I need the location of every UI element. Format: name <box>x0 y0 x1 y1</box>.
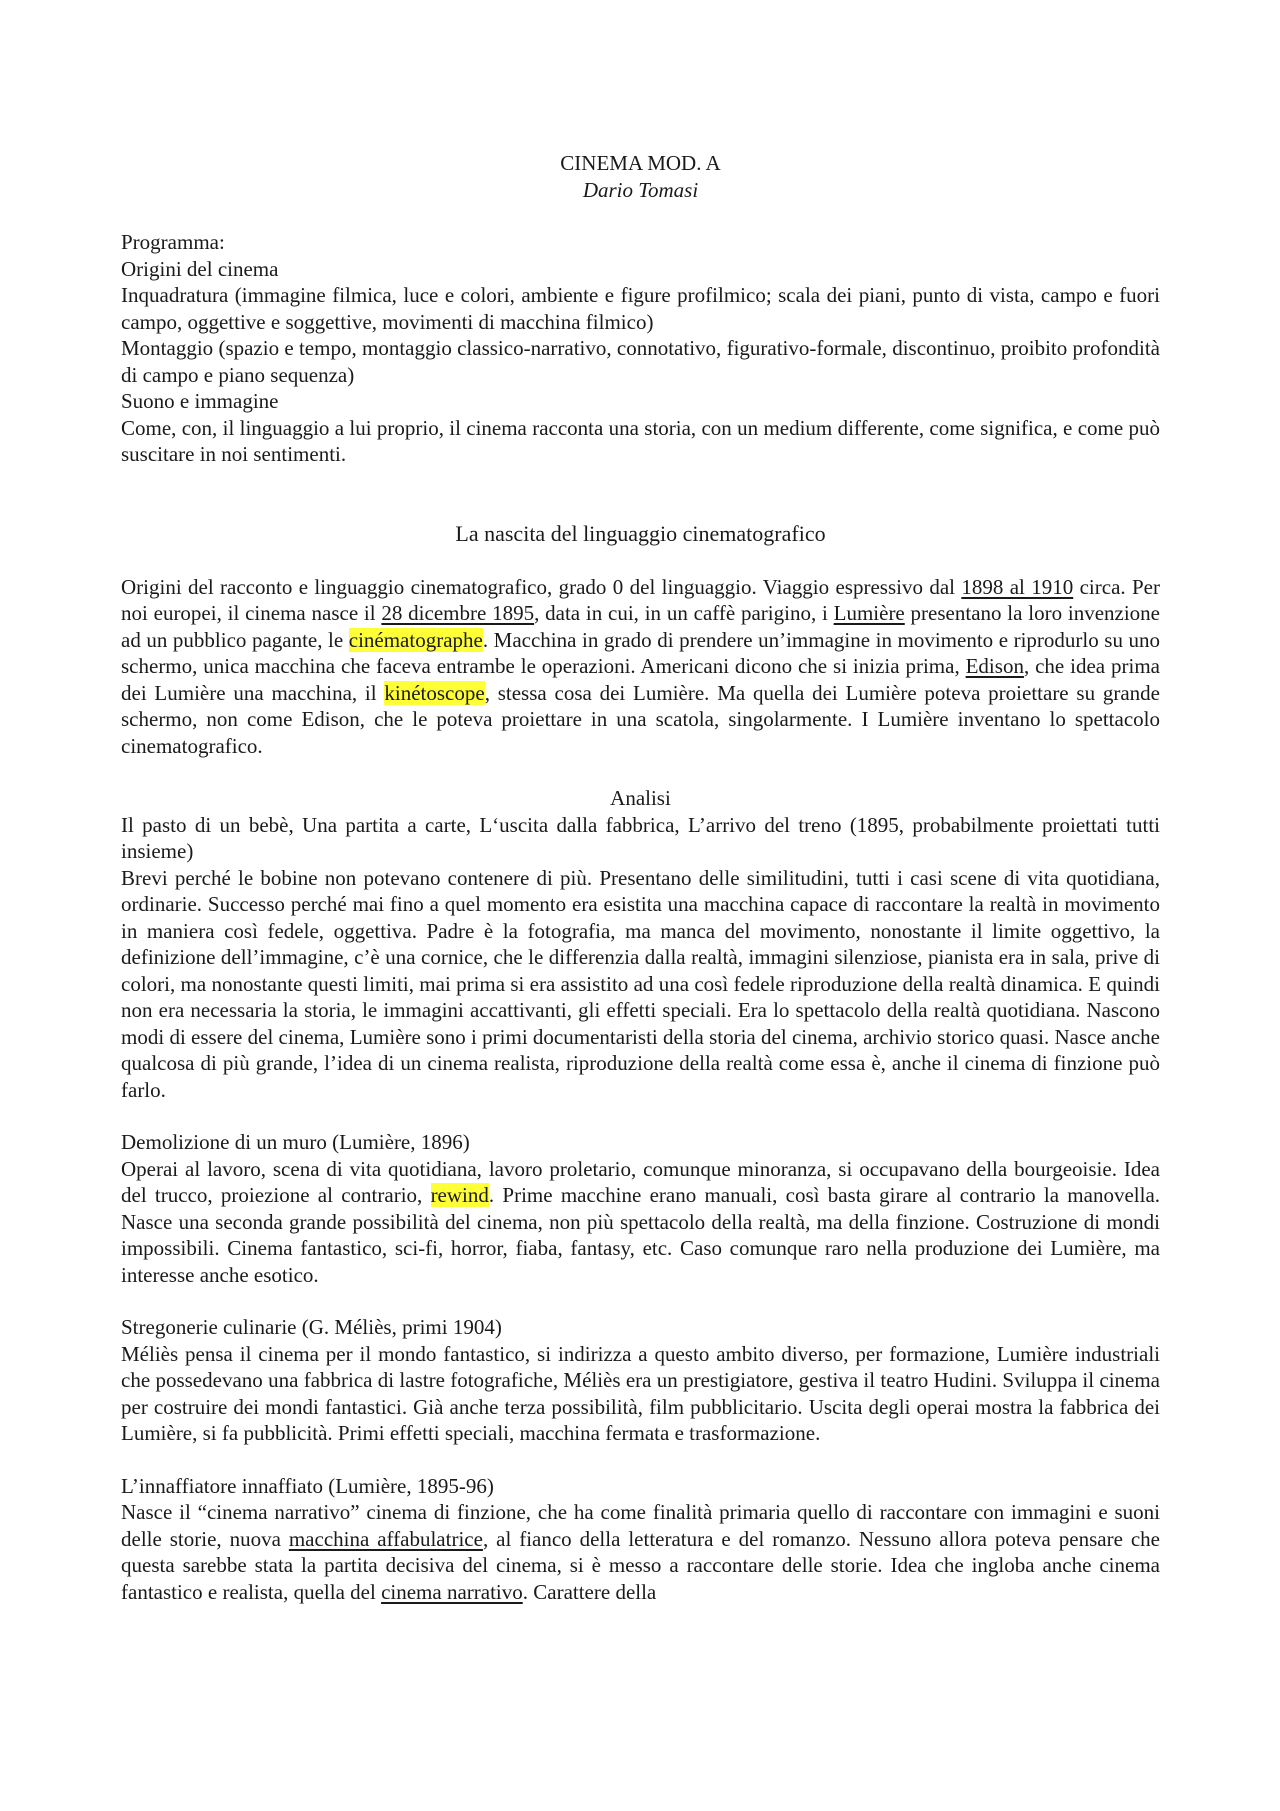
highlight-rewind: rewind <box>430 1183 489 1207</box>
text-run: , data in cui, in un caffè parigino, i <box>534 601 834 625</box>
innaffiatore-paragraph <box>121 1499 1160 1605</box>
spacer <box>121 1288 1160 1314</box>
programma-line: Montaggio (spazio e tempo, montaggio classico-narrativo, connotativo, figurativo-formale, discontinuo, proibito profondità di campo e piano sequenza) <box>121 336 1160 387</box>
programma-line: Origini del cinema <box>121 256 279 281</box>
text-run: , stessa cosa dei Lumière. Ma quella dei Lumière poteva proiettare su grande schermo, non come Edison, che le poteva proiettare in una scatola, singolarmente. I Lumière inventano lo spettacolo cinematografico. <box>121 680 1160 758</box>
analisi-paragraph: Il pasto di un bebè, Una partita a carte, L‘uscita dalla fabbrica, L’arrivo del treno (1895, probabilmente proiettati tutti insieme) <box>121 812 1160 863</box>
underlined-lumiere: Lumière <box>833 601 905 625</box>
spacer <box>121 468 1160 520</box>
text-run: circa. Per noi europei, il cinema nasce il <box>121 574 1160 625</box>
programma-label: Programma: <box>121 230 225 254</box>
document-author: Dario Tomasi <box>582 177 699 202</box>
spacer <box>121 759 1160 785</box>
document-title: CINEMA MOD. A <box>560 151 721 175</box>
highlight-cinematographe: cinématographe <box>348 627 483 652</box>
text-run: Operai al lavoro, scena di vita quotidiana, lavoro proletario, comunque minoranza, si occupavano della bourgeoisie. Idea del trucco, proiezione al contrario, <box>121 1156 1160 1207</box>
demolizione-paragraph <box>121 1156 1160 1289</box>
stregonerie-paragraph: Méliès pensa il cinema per il mondo fantastico, si indirizza a questo ambito diverso, per formazione, Lumière industriali che possedevano una fabbrica di lastre fotografiche, Méliès era un prestigiatore, gestiva il teatro Hudini. Sviluppa il cinema per costruire dei mondi fantastici. Già anche terza possibilità, film pubblicitario. Uscita degli operai mostra la fabbrica dei Lumière, si fa pubblicità. Primi effetti speciali, macchina fermata e trasformazione. <box>121 1341 1160 1445</box>
underlined-date: 28 dicembre 1895 <box>381 601 535 625</box>
spacer <box>121 548 1160 574</box>
underlined-date-range: 1898 al 1910 <box>961 574 1074 599</box>
text-run: presentano la loro invenzione ad un pubblico pagante, le <box>121 601 1160 652</box>
programma-line: Suono e immagine <box>121 389 279 413</box>
text-run: . Carattere della <box>522 1579 657 1604</box>
stregonerie-title: Stregonerie culinarie (G. Méliès, primi 1904) <box>121 1315 502 1339</box>
programma-line: Inquadratura (immagine filmica, luce e colori, ambiente e figure profilmico; scala dei piani, punto di vista, campo e fuori campo, oggettive e soggettive, movimenti di macchina filmico) <box>121 283 1160 334</box>
programma-line: Come, con, il linguaggio a lui proprio, il cinema racconta una storia, con un medium differente, come significa, e come può suscitare in noi sentimenti. <box>121 415 1160 466</box>
text-run: , al fianco della letteratura e del romanzo. Nessuno allora poteva pensare che questa sarebbe stata la partita decisiva del cinema, si è messo a raccontare delle storie. Idea che ingloba anche cinema fantastico e realista, quella del <box>121 1526 1160 1604</box>
innaffiatore-title: L’innaffiatore innaffiato (Lumière, 1895-96) <box>121 1473 494 1498</box>
underlined-macchina-affabulatrice: macchina affabulatrice <box>288 1526 483 1551</box>
underlined-edison: Edison <box>965 654 1024 678</box>
highlight-kinetoscope: kinétoscope <box>384 680 485 705</box>
underlined-cinema-narrativo: cinema narrativo <box>381 1579 523 1604</box>
analisi-paragraph: Brevi perché le bobine non potevano contenere di più. Presentano delle similitudini, tutti i casi scene di vita quotidiana, ordinarie. Successo perché mai fino a quel momento era esistita una macchina capace di raccontare la realtà in movimento in maniera così fedele, oggettiva. Padre è la fotografia, ma manca del movimento, nonostante il limite oggettivo, la definizione dell’immagine, c’è una cornice, che le differenzia dalla realtà, immagini silenziose, pianista era in sala, prive di colori, ma nonostante questi limiti, mai prima si era assistito ad una così fedele riproduzione della realtà dinamica. E quindi non era necessaria la storia, le immagini accattivanti, gli effetti speciali. Era lo spettacolo della realtà quotidiana. Nascono modi di essere del cinema, Lumière sono i primi documentaristi della storia del cinema, archivio storico quasi. Nasce anche qualcosa di più grande, l’idea di un cinema realista, riproduzione della realtà come essa è, anche il cinema di finzione può farlo. <box>121 865 1160 1102</box>
text-run: Origini del racconto e linguaggio cinematografico, grado 0 del linguaggio. Viaggio espressivo dal <box>121 574 962 599</box>
page-content <box>121 150 1160 1605</box>
programma-block <box>121 229 1160 468</box>
text-run: , che idea prima dei Lumière una macchina, il <box>121 654 1160 705</box>
text-run: . Macchina in grado di prendere un’immagine in movimento e riprodurlo su uno schermo, unica macchina che faceva entrambe le operazioni. Americani dicono che si inizia prima, <box>121 627 1160 678</box>
demolizione-title: Demolizione di un muro (Lumière, 1896) <box>121 1130 470 1154</box>
spacer <box>121 1103 1160 1129</box>
origini-paragraph <box>121 574 1160 760</box>
text-run: . Prime macchine erano manuali, così basta girare al contrario la manovella. Nasce una seconda grande possibilità del cinema, non più spettacolo della realtà, ma della finzione. Costruzione di mondi impossibili. Cinema fantastico, sci-fi, horror, fiaba, fantasy, etc. Caso comunque raro nella produzione dei Lumière, ma interesse anche esotico. <box>121 1183 1161 1287</box>
spacer <box>121 203 1160 229</box>
text-run: Nasce il “cinema narrativo” cinema di finzione, che ha come finalità primaria quello di raccontare con immagini e suoni delle storie, nuova <box>121 1500 1160 1551</box>
section-title: La nascita del linguaggio cinematografico <box>455 520 826 546</box>
analisi-title: Analisi <box>610 786 671 810</box>
spacer <box>121 1447 1160 1473</box>
